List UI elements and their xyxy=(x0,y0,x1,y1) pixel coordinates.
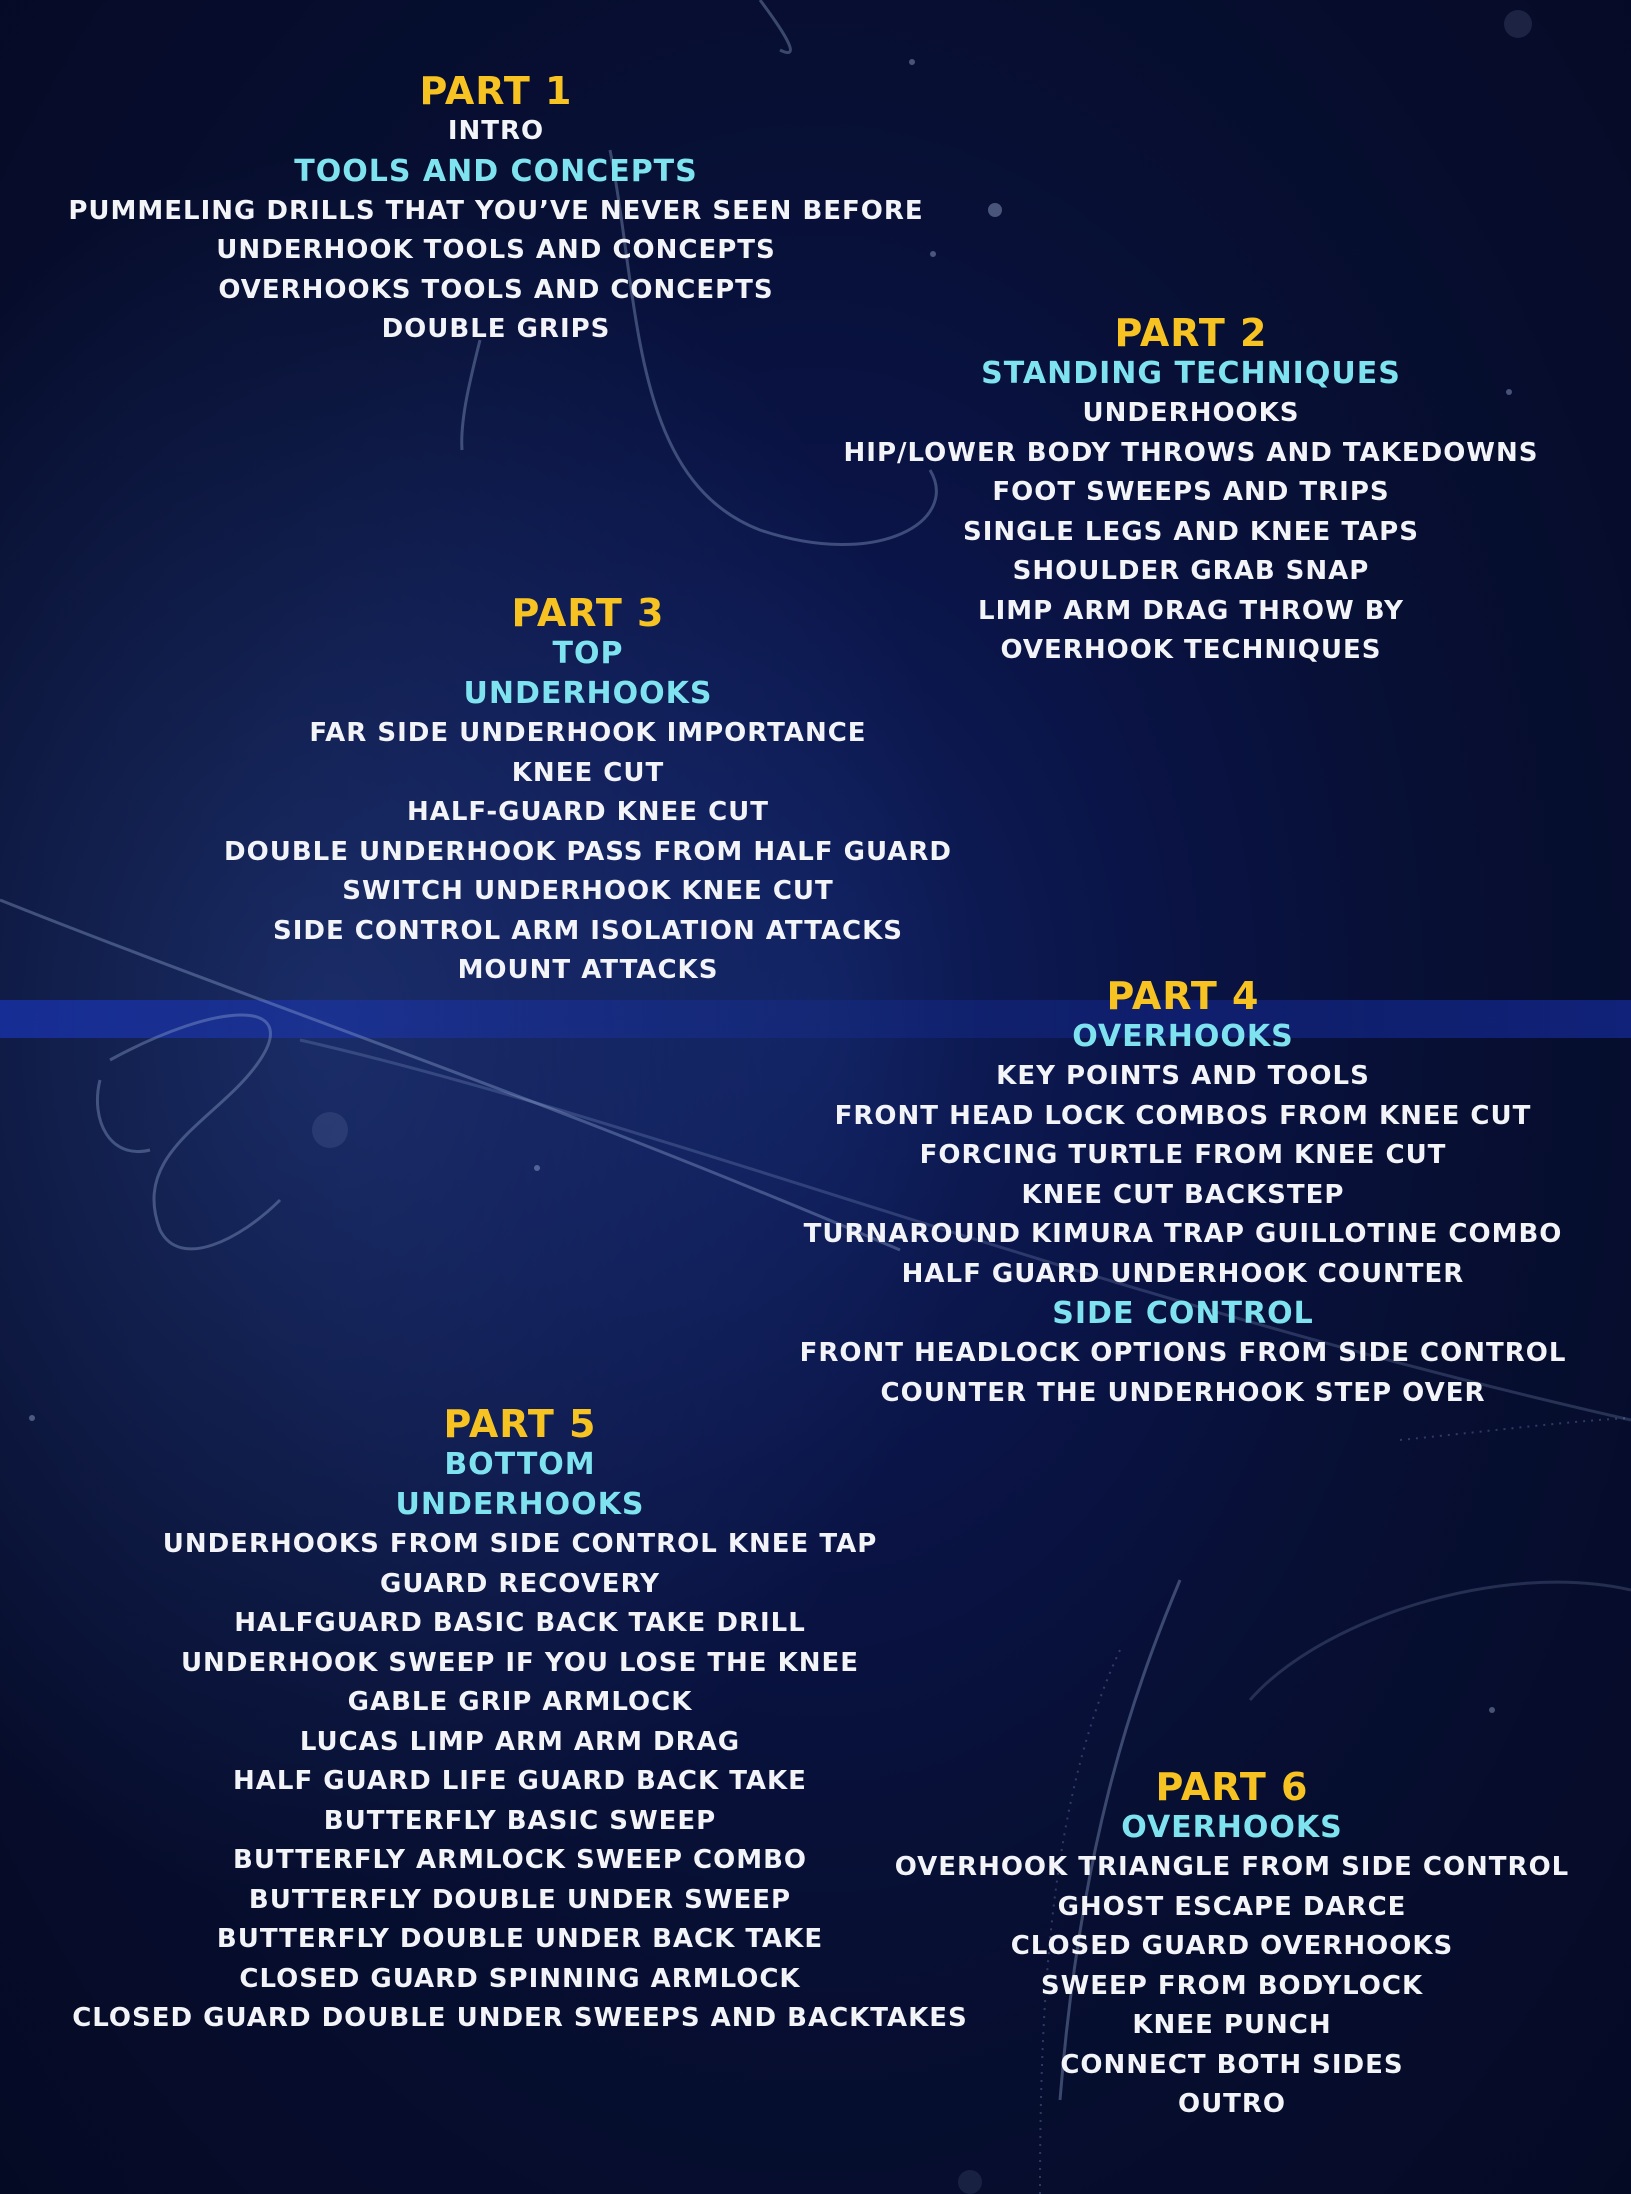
list-item: BUTTERFLY DOUBLE UNDER BACK TAKE xyxy=(216,1924,824,1954)
list-item: HIP/LOWER BODY THROWS AND TAKEDOWNS xyxy=(843,437,1539,468)
list-item: BUTTERFLY DOUBLE UNDER SWEEP xyxy=(248,1884,792,1915)
list-item: TURNAROUND KIMURA TRAP GUILLOTINE COMBO xyxy=(803,1219,1563,1249)
list-item: CLOSED GUARD OVERHOOKS xyxy=(1010,1931,1454,1961)
list-item: OVERHOOK TRIANGLE FROM SIDE CONTROL xyxy=(894,1852,1570,1882)
part-title: PART 6 xyxy=(1155,1765,1309,1809)
list-item: KNEE CUT BACKSTEP xyxy=(1021,1179,1345,1210)
list-item: COUNTER THE UNDERHOOK STEP OVER xyxy=(880,1377,1486,1408)
part-6-section xyxy=(895,1766,1569,2125)
list-item: SIDE CONTROL ARM ISOLATION ATTACKS xyxy=(272,915,903,946)
list-item: SINGLE LEGS AND KNEE TAPS xyxy=(963,516,1419,547)
section-subheading: TOOLS AND CONCEPTS xyxy=(294,153,698,189)
section-subheading: OVERHOOKS xyxy=(1121,1810,1343,1845)
list-item: SWITCH UNDERHOOK KNEE CUT xyxy=(342,876,834,906)
list-item: DOUBLE UNDERHOOK PASS FROM HALF GUARD xyxy=(224,836,952,867)
section-subheading: BOTTOM xyxy=(444,1447,596,1482)
list-item: UNDERHOOKS FROM SIDE CONTROL KNEE TAP xyxy=(162,1529,878,1559)
list-item: HALF GUARD UNDERHOOK COUNTER xyxy=(901,1258,1465,1289)
list-item: KNEE CUT xyxy=(511,757,665,788)
list-item: UNDERHOOK SWEEP IF YOU LOSE THE KNEE xyxy=(180,1647,860,1678)
list-item: FAR SIDE UNDERHOOK IMPORTANCE xyxy=(309,718,867,748)
list-item: MOUNT ATTACKS xyxy=(457,955,719,985)
list-item: CONNECT BOTH SIDES xyxy=(1060,2049,1404,2080)
list-item: LIMP ARM DRAG THROW BY xyxy=(978,595,1404,626)
list-item: BUTTERFLY BASIC SWEEP xyxy=(323,1805,717,1836)
section-subheading: UNDERHOOKS xyxy=(463,676,713,711)
section-subheading: STANDING TECHNIQUES xyxy=(981,356,1401,391)
part-title: PART 1 xyxy=(419,69,573,113)
list-item: HALFGUARD BASIC BACK TAKE DRILL xyxy=(234,1608,806,1638)
part-4-section xyxy=(800,975,1567,1413)
list-item: FRONT HEAD LOCK COMBOS FROM KNEE CUT xyxy=(834,1100,1532,1131)
list-item: OVERHOOK TECHNIQUES xyxy=(1000,635,1382,665)
list-item: GHOST ESCAPE DARCE xyxy=(1057,1891,1407,1922)
list-item: GUARD RECOVERY xyxy=(379,1568,661,1599)
list-item: OVERHOOKS TOOLS AND CONCEPTS xyxy=(218,274,774,305)
part-3-section xyxy=(224,592,952,991)
list-item: KNEE PUNCH xyxy=(1132,2010,1332,2040)
part-1-section xyxy=(68,70,923,350)
part-title: PART 2 xyxy=(1114,311,1268,355)
list-item: LUCAS LIMP ARM ARM DRAG xyxy=(299,1726,741,1757)
part-title: PART 3 xyxy=(511,591,665,635)
list-item: CLOSED GUARD SPINNING ARMLOCK xyxy=(239,1963,801,1994)
list-item: FORCING TURTLE FROM KNEE CUT xyxy=(919,1140,1447,1170)
part-5-section xyxy=(72,1403,968,2039)
list-item: FRONT HEADLOCK OPTIONS FROM SIDE CONTROL xyxy=(799,1338,1567,1368)
section-subheading: TOP xyxy=(552,636,624,671)
section-subheading: SIDE CONTROL xyxy=(1052,1296,1314,1331)
list-item: OUTRO xyxy=(1177,2089,1287,2119)
section-subheading: OVERHOOKS xyxy=(1072,1019,1294,1054)
list-item: FOOT SWEEPS AND TRIPS xyxy=(992,477,1390,507)
list-item: SHOULDER GRAB SNAP xyxy=(1012,556,1370,586)
list-item: INTRO xyxy=(447,116,545,146)
list-item: UNDERHOOKS xyxy=(1082,398,1300,428)
list-item: DOUBLE GRIPS xyxy=(381,314,611,344)
list-item: SWEEP FROM BODYLOCK xyxy=(1040,1970,1424,2001)
part-title: PART 4 xyxy=(1106,974,1260,1018)
list-item: CLOSED GUARD DOUBLE UNDER SWEEPS AND BACKTAKES xyxy=(72,2003,968,2033)
list-item: HALF GUARD LIFE GUARD BACK TAKE xyxy=(233,1766,807,1796)
section-subheading: UNDERHOOKS xyxy=(395,1487,645,1522)
list-item: BUTTERFLY ARMLOCK SWEEP COMBO xyxy=(233,1845,807,1875)
list-item: PUMMELING DRILLS THAT YOU’VE NEVER SEEN BEFORE xyxy=(68,195,924,226)
list-item: KEY POINTS AND TOOLS xyxy=(996,1061,1370,1091)
list-item: GABLE GRIP ARMLOCK xyxy=(347,1687,693,1717)
list-item: UNDERHOOK TOOLS AND CONCEPTS xyxy=(216,235,776,265)
list-item: HALF-GUARD KNEE CUT xyxy=(406,797,770,827)
part-title: PART 5 xyxy=(443,1402,597,1446)
